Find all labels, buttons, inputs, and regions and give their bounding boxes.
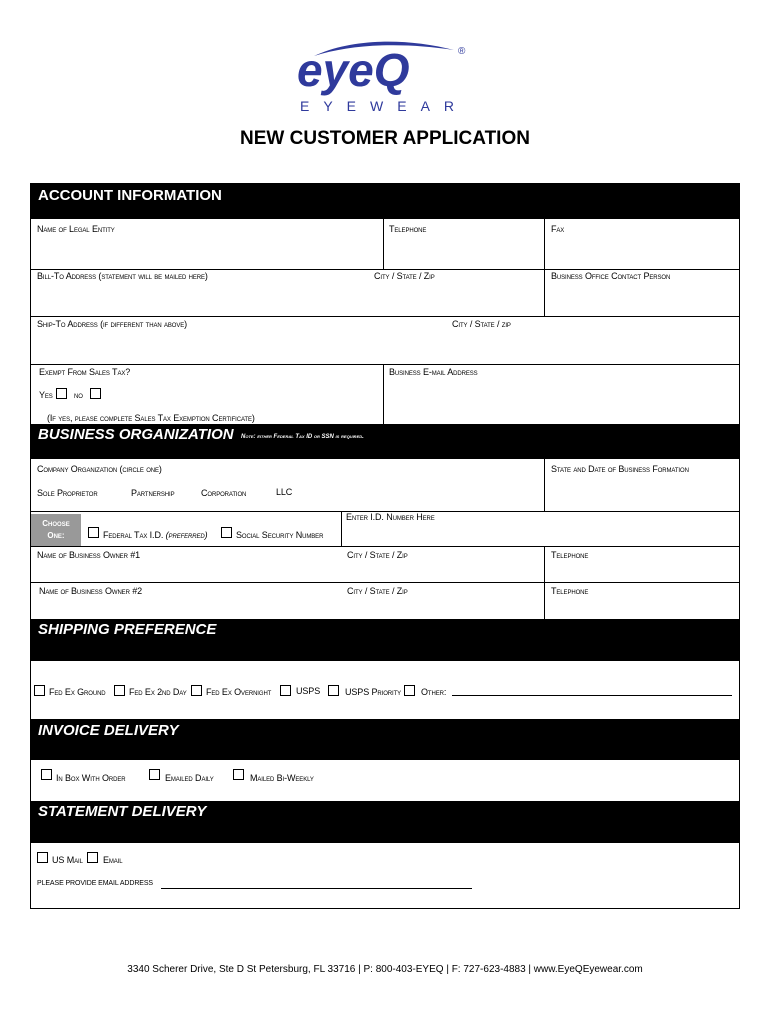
footer-contact: 3340 Scherer Drive, Ste D St Petersburg, FL 33716 | P: 800-403-EYEQ | F: 727-623-4883 | www.EyeQEyewear.com xyxy=(127,964,643,975)
divider xyxy=(544,219,545,269)
ship-ground-checkbox[interactable] xyxy=(34,685,45,696)
invoice-section-header xyxy=(31,720,739,760)
statement-email-line[interactable] xyxy=(161,888,472,889)
bill-to-label: Bill-To Address (statement will be mailed here) xyxy=(37,271,208,281)
org-option-sole[interactable]: Sole Proprietor xyxy=(37,488,98,498)
divider xyxy=(31,269,739,270)
ship-2day-checkbox[interactable] xyxy=(114,685,125,696)
statement-email-label: Email xyxy=(103,855,123,865)
company-org-label: Company Organization (circle one) xyxy=(37,464,162,474)
account-section-header xyxy=(31,184,739,219)
bill-city-label: City / State / Zip xyxy=(374,271,435,281)
ssn-label: Social Security Number xyxy=(236,530,324,540)
invoice-mailed-checkbox[interactable] xyxy=(233,769,244,780)
statement-usmail-label: US Mail xyxy=(52,855,83,865)
invoice-emailed-checkbox[interactable] xyxy=(149,769,160,780)
organization-heading: BUSINESS ORGANIZATION xyxy=(38,426,234,443)
invoice-inbox-label: In Box With Order xyxy=(56,773,126,783)
federal-tax-checkbox[interactable] xyxy=(88,527,99,538)
owner1-label: Name of Business Owner #1 xyxy=(37,550,141,560)
federal-tax-label: Federal Tax I.D. (preferred) xyxy=(103,530,208,540)
choose-line-1: Choose xyxy=(42,519,70,528)
ship-usps-label: USPS xyxy=(296,686,321,696)
ship-to-label: Ship-To Address (if different than above) xyxy=(37,319,188,329)
divider xyxy=(341,511,342,547)
divider xyxy=(31,582,739,583)
owner2-city-label: City / State / Zip xyxy=(347,586,408,596)
enter-id-label: Enter I.D. Number Here xyxy=(346,512,435,522)
statement-heading: STATEMENT DELIVERY xyxy=(38,803,207,820)
exempt-no-checkbox[interactable] xyxy=(90,388,101,399)
eyeq-eyewear-logo xyxy=(292,38,482,118)
divider xyxy=(31,316,739,317)
legal-entity-label: Name of Legal Entity xyxy=(37,224,115,234)
ship-overnight-label: Fed Ex Overnight xyxy=(206,687,272,697)
choose-one-box xyxy=(31,514,81,546)
statement-email-checkbox[interactable] xyxy=(87,852,98,863)
ship-other-line[interactable] xyxy=(452,695,732,696)
exempt-label: Exempt From Sales Tax? xyxy=(39,367,131,377)
owner2-telephone-label: Telephone xyxy=(551,586,589,596)
owner2-label: Name of Business Owner #2 xyxy=(39,586,143,596)
yes-label: Yes xyxy=(39,390,53,400)
logo-brand: eyeQ xyxy=(297,44,410,96)
choose-line-2: One: xyxy=(47,531,65,540)
org-option-corporation[interactable]: Corporation xyxy=(201,488,247,498)
ship-2day-label: Fed Ex 2nd Day xyxy=(129,687,187,697)
ship-overnight-checkbox[interactable] xyxy=(191,685,202,696)
statement-email-prompt: PLEASE PROVIDE EMAIL ADDRESS xyxy=(37,880,153,887)
divider xyxy=(383,364,384,424)
divider xyxy=(31,546,739,547)
org-option-partnership[interactable]: Partnership xyxy=(131,488,175,498)
application-form xyxy=(30,183,740,909)
contact-person-label: Business Office Contact Person xyxy=(551,271,671,281)
ssn-checkbox[interactable] xyxy=(221,527,232,538)
exempt-yes-checkbox[interactable] xyxy=(56,388,67,399)
ship-city-label: City / State / zip xyxy=(452,319,511,329)
no-label: no xyxy=(74,390,83,400)
organization-section-header xyxy=(31,424,739,459)
organization-note: Note: either Federal Tax ID or SSN is required. xyxy=(241,434,364,440)
owner1-city-label: City / State / Zip xyxy=(347,550,408,560)
ship-ground-label: Fed Ex Ground xyxy=(49,687,106,697)
statement-section-header xyxy=(31,801,739,843)
account-heading: ACCOUNT INFORMATION xyxy=(38,187,222,204)
page-title: NEW CUSTOMER APPLICATION xyxy=(240,128,530,149)
ship-usps-priority-checkbox[interactable] xyxy=(328,685,339,696)
state-date-label: State and Date of Business Formation xyxy=(551,464,689,474)
shipping-section-header xyxy=(31,619,739,661)
telephone-label: Telephone xyxy=(389,224,427,234)
invoice-inbox-checkbox[interactable] xyxy=(41,769,52,780)
org-option-llc[interactable]: LLC xyxy=(276,487,293,497)
invoice-emailed-label: Emailed Daily xyxy=(165,773,214,783)
divider xyxy=(383,219,384,269)
statement-usmail-checkbox[interactable] xyxy=(37,852,48,863)
shipping-heading: SHIPPING PREFERENCE xyxy=(38,621,217,638)
logo-registered: ® xyxy=(458,46,466,57)
exempt-note: (If yes, please complete Sales Tax Exemption Certificate) xyxy=(47,413,255,423)
divider xyxy=(544,582,545,619)
divider xyxy=(31,364,739,365)
fax-label: Fax xyxy=(551,224,565,234)
logo-sub: EYEWEAR xyxy=(300,98,469,114)
ship-other-checkbox[interactable] xyxy=(404,685,415,696)
owner1-telephone-label: Telephone xyxy=(551,550,589,560)
ship-usps-checkbox[interactable] xyxy=(280,685,291,696)
invoice-mailed-label: Mailed Bi-Weekly xyxy=(250,773,314,783)
divider xyxy=(544,269,545,316)
ship-other-label: Other: xyxy=(421,687,447,697)
ship-usps-priority-label: USPS Priority xyxy=(345,687,402,697)
invoice-heading: INVOICE DELIVERY xyxy=(38,722,179,739)
business-email-label: Business E-mail Address xyxy=(389,367,478,377)
divider xyxy=(544,546,545,582)
divider xyxy=(544,459,545,511)
